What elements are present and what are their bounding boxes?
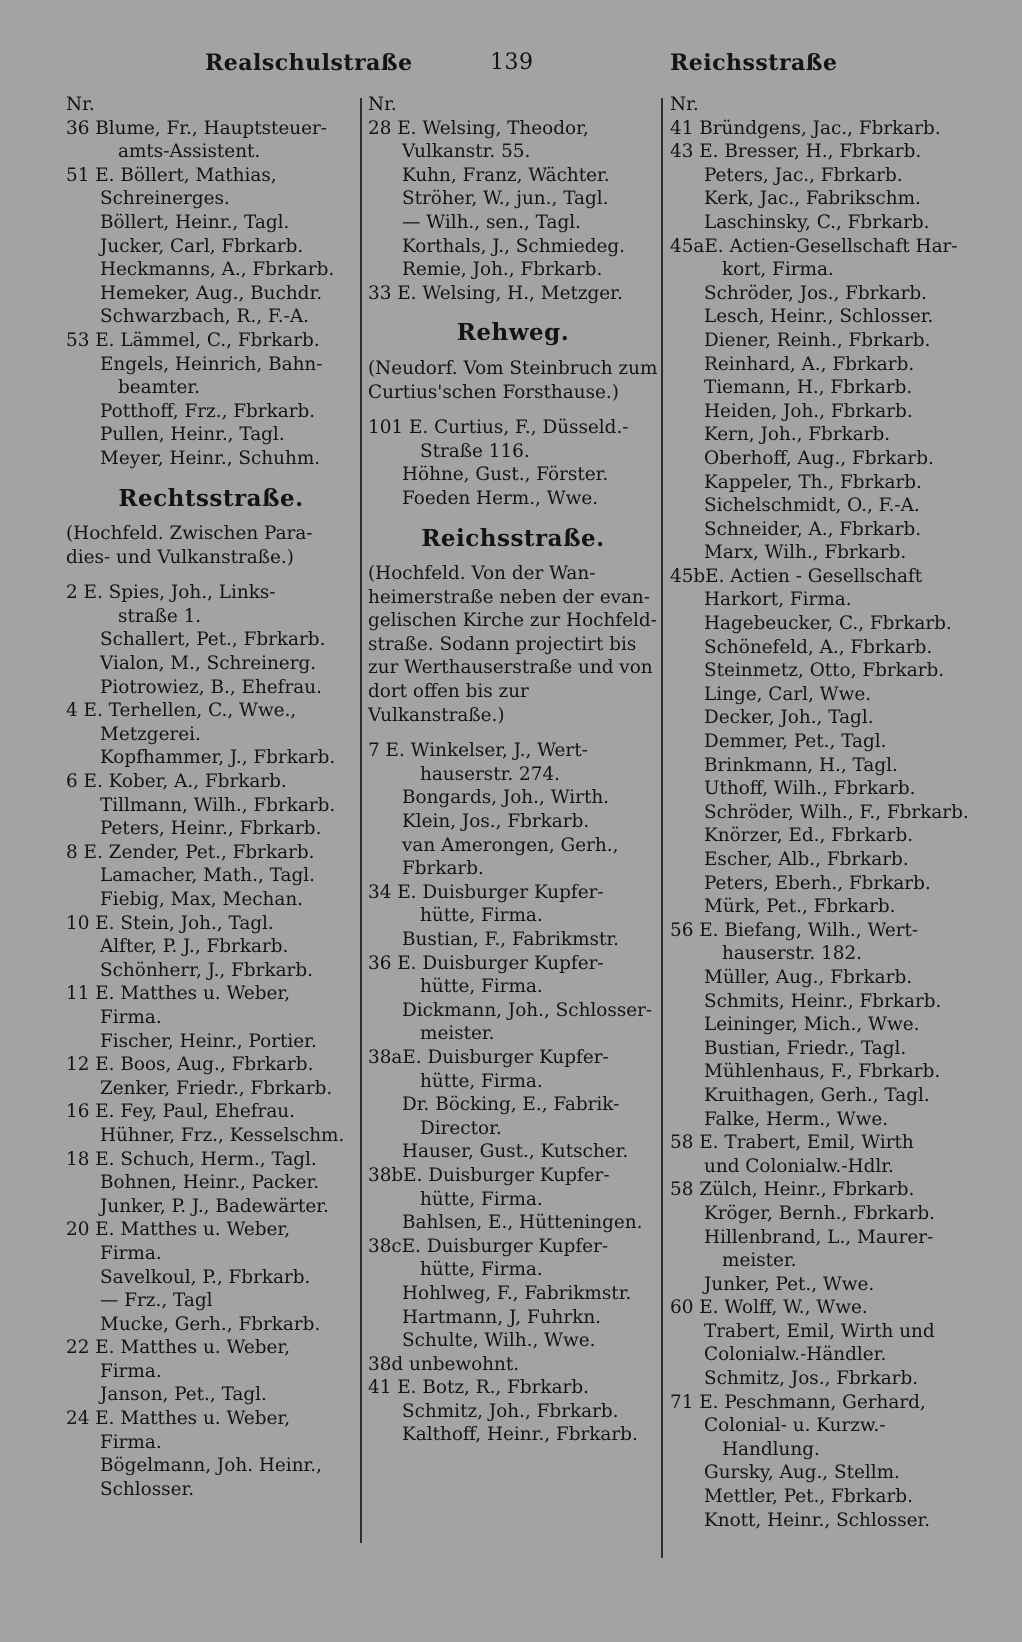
directory-line: 36 E. Duisburger Kupfer- [368, 952, 604, 974]
directory-line: Engels, Heinrich, Bahn- [100, 353, 323, 375]
directory-line: Laschinsky, C., Fbrkarb. [704, 211, 930, 233]
directory-line: 8 E. Zender, Pet., Fbrkarb. [66, 841, 315, 863]
directory-line: Decker, Joh., Tagl. [704, 707, 874, 729]
directory-line: 38d unbewohnt. [368, 1353, 520, 1375]
directory-line: Harkort, Firma. [704, 589, 852, 611]
directory-line: Lesch, Heinr., Schlosser. [704, 306, 934, 328]
directory-line: Hartmann, J, Fuhrkn. [402, 1306, 602, 1328]
directory-line: Klein, Jos., Fbrkarb. [402, 811, 590, 833]
directory-line: Diener, Reinh., Fbrkarb. [704, 329, 931, 351]
directory-line: 38aE. Duisburger Kupfer- [368, 1046, 609, 1068]
directory-line: beamter. [118, 377, 200, 399]
directory-line: 60 E. Wolff, W., Wwe. [670, 1297, 868, 1319]
directory-line: Kalthoff, Heinr., Fbrkarb. [402, 1424, 638, 1446]
directory-line: Firma. [100, 1006, 162, 1028]
directory-line: Korthals, J., Schmiedeg. [402, 235, 626, 257]
directory-line: Dickmann, Joh., Schlosser- [402, 999, 653, 1021]
street-description: (Hochfeld. Von der Wan- heimerstraße neben der evan- gelischen Kirche zur Hochfeld- straße. Sodann projectirt bis zur Werthauserstraße und von dort offen bis zur Vulkanstraße.) [368, 563, 657, 726]
directory-line: Remie, Joh., Fbrkarb. [402, 259, 603, 281]
directory-line: Kopfhammer, J., Fbrkarb. [100, 747, 336, 769]
directory-line: Schulte, Wilh., Wwe. [402, 1330, 596, 1352]
directory-line: Fbrkarb. [402, 858, 484, 880]
directory-line: Demmer, Pet., Tagl. [704, 731, 887, 753]
column-divider [661, 98, 663, 1558]
directory-line: Schallert, Pet., Fbrkarb. [100, 629, 326, 651]
directory-line: Firma. [100, 1360, 162, 1382]
directory-line: Bohnen, Heinr., Packer. [100, 1172, 320, 1194]
directory-line: Escher, Alb., Fbrkarb. [704, 849, 909, 870]
directory-line: Trabert, Emil, Wirth und [704, 1320, 935, 1342]
directory-line: Heckmanns, A., Fbrkarb. [100, 259, 335, 281]
directory-line: van Amerongen, Gerh., [402, 834, 619, 856]
entry-list [66, 581, 356, 1501]
directory-line: Mürk, Pet., Fbrkarb. [704, 896, 896, 918]
directory-line: Handlung. [722, 1438, 820, 1460]
directory-line: Meyer, Heinr., Schuhm. [100, 447, 321, 469]
directory-line: Foeden Herm., Wwe. [402, 487, 599, 509]
directory-line: Bahlsen, E., Hütteningen. [402, 1212, 643, 1234]
directory-line: Heiden, Joh., Fbrkarb. [704, 400, 913, 422]
directory-line: Jucker, Carl, Fbrkarb. [100, 235, 304, 257]
directory-line: Brinkmann, H., Tagl. [704, 754, 898, 776]
directory-line: 10 E. Stein, Joh., Tagl. [66, 912, 274, 934]
directory-line: Director. [420, 1117, 502, 1139]
directory-line: Kuhn, Franz, Wächter. [402, 164, 610, 186]
directory-line: Ströher, W., jun., Tagl. [402, 188, 609, 210]
street-description: (Neudorf. Vom Steinbruch zum Curtius'schen Forsthause.) [368, 357, 658, 403]
directory-line: Schlosser. [100, 1478, 195, 1500]
directory-line: straße 1. [118, 605, 202, 627]
directory-line: Schmitz, Joh., Fbrkarb. [402, 1400, 619, 1422]
column-divider [360, 98, 362, 1543]
directory-line: kort, Firma. [722, 259, 834, 281]
directory-line: Metzgerei. [100, 723, 201, 745]
directory-line: 20 E. Matthes u. Weber, [66, 1219, 291, 1241]
column-2 [368, 93, 658, 1447]
directory-line: Mettler, Pet., Fbrkarb. [704, 1486, 913, 1508]
directory-line: 4 E. Terhellen, C., Wwe., [66, 700, 297, 722]
directory-line: 58 E. Trabert, Emil, Wirth [670, 1132, 914, 1154]
directory-line: hütte, Firma. [420, 1070, 543, 1092]
directory-line: Leininger, Mich., Wwe. [704, 1014, 920, 1036]
directory-line: 6 E. Kober, A., Fbrkarb. [66, 771, 287, 793]
directory-line: hütte, Firma. [420, 1259, 543, 1281]
directory-line: 18 E. Schuch, Herm., Tagl. [66, 1148, 317, 1170]
directory-line: Höhne, Gust., Förster. [402, 464, 609, 486]
directory-line: Tiemann, H., Fbrkarb. [704, 377, 913, 399]
directory-line: und Colonialw.-Hdlr. [704, 1155, 894, 1177]
directory-line: hütte, Firma. [420, 905, 543, 927]
directory-line: Sichelschmidt, O., F.-A. [704, 495, 920, 517]
directory-line: Piotrowiez, B., Ehefrau. [100, 676, 322, 698]
directory-line: 34 E. Duisburger Kupfer- [368, 881, 604, 903]
directory-line: Junker, P. J., Badewärter. [100, 1195, 329, 1217]
directory-line: Bustian, F., Fabrikmstr. [402, 929, 619, 950]
page-number: 139 [490, 50, 534, 75]
directory-line: 38bE. Duisburger Kupfer- [368, 1164, 610, 1186]
directory-line: Vulkanstr. 55. [402, 141, 531, 163]
directory-line: meister. [420, 1023, 495, 1045]
directory-line: Straße 116. [420, 440, 530, 462]
nr-label: Nr. [670, 94, 699, 115]
directory-line: Kröger, Bernh., Fbrkarb. [704, 1202, 935, 1224]
directory-line: Peters, Heinr., Fbrkarb. [100, 818, 322, 840]
directory-line: Firma. [100, 1242, 162, 1264]
directory-line: Steinmetz, Otto, Fbrkarb. [704, 660, 945, 682]
directory-line: 71 E. Peschmann, Gerhard, [670, 1391, 926, 1413]
directory-line: hütte, Firma. [420, 976, 543, 998]
directory-line: 12 E. Boos, Aug., Fbrkarb. [66, 1054, 314, 1076]
directory-line: 24 E. Matthes u. Weber, [66, 1408, 291, 1430]
directory-line: 41 Bründgens, Jac., Fbrkarb. [670, 117, 941, 139]
directory-line: Kern, Joh., Fbrkarb. [704, 424, 891, 446]
directory-line: Hühner, Frz., Kesselschm. [100, 1124, 345, 1146]
directory-line: Schmits, Heinr., Fbrkarb. [704, 990, 942, 1012]
directory-line: Hohlweg, F., Fabrikmstr. [402, 1282, 632, 1304]
entry-list [368, 739, 658, 1447]
directory-line: Bögelmann, Joh. Heinr., [100, 1455, 322, 1477]
column-1 [66, 93, 356, 1501]
directory-line: Janson, Pet., Tagl. [100, 1384, 267, 1406]
directory-line: 2 E. Spies, Joh., Links- [66, 582, 276, 604]
directory-line: Hillenbrand, L., Maurer- [704, 1226, 934, 1248]
nr-label: Nr. [368, 94, 397, 115]
directory-line: Bongards, Joh., Wirth. [402, 787, 610, 809]
street-title: Rehweg. [456, 319, 570, 347]
directory-line: Colonial- u. Kurzw.- [704, 1415, 886, 1437]
directory-line: Schönherr, J., Fbrkarb. [100, 959, 313, 981]
directory-line: hütte, Firma. [420, 1188, 543, 1210]
directory-line: Schmitz, Jos., Fbrkarb. [704, 1368, 919, 1390]
directory-line: Schneider, A., Fbrkarb. [704, 518, 922, 540]
directory-line: Kruithagen, Gerh., Tagl. [704, 1084, 930, 1106]
directory-line: 16 E. Fey, Paul, Ehefrau. [66, 1101, 295, 1123]
directory-line: Knott, Heinr., Schlosser. [704, 1509, 931, 1531]
directory-line: Hagebeucker, C., Fbrkarb. [704, 613, 952, 635]
directory-line: Schwarzbach, R., F.-A. [100, 306, 309, 328]
directory-line: hauserstr. 182. [722, 943, 863, 965]
directory-line: Falke, Herm., Wwe. [704, 1108, 889, 1130]
directory-line: 38cE. Duisburger Kupfer- [368, 1235, 609, 1257]
directory-line: Zenker, Friedr., Fbrkarb. [100, 1077, 333, 1099]
street-title: Rechtsstraße. [118, 484, 304, 512]
directory-line: 28 E. Welsing, Theodor, [368, 117, 589, 139]
directory-line: Oberhoff, Aug., Fbrkarb. [704, 447, 934, 469]
directory-line: Mühlenhaus, F., Fbrkarb. [704, 1061, 941, 1083]
column-3 [670, 93, 969, 1532]
directory-line: Reinhard, A., Fbrkarb. [704, 353, 915, 375]
directory-line: meister. [722, 1250, 797, 1272]
directory-line: Kerk, Jac., Fabrikschm. [704, 188, 921, 210]
directory-line: hauserstr. 274. [420, 763, 561, 785]
directory-line: Kappeler, Th., Fbrkarb. [704, 471, 922, 493]
directory-line: Linge, Carl, Wwe. [704, 683, 872, 705]
directory-line: Schröder, Wilh., F., Fbrkarb. [704, 801, 969, 823]
directory-line: Schreinerges. [100, 188, 230, 210]
directory-line: Knörzer, Ed., Fbrkarb. [704, 825, 914, 847]
directory-line: Pullen, Heinr., Tagl. [100, 424, 285, 446]
street-title: Reichsstraße. [421, 524, 605, 552]
directory-line: Dr. Böcking, E., Fabrik- [402, 1094, 620, 1116]
directory-line: Schröder, Jos., Fbrkarb. [704, 282, 927, 304]
directory-line: 53 E. Lämmel, C., Fbrkarb. [66, 329, 320, 351]
directory-line: 51 E. Böllert, Mathias, [66, 164, 277, 186]
entry-list [368, 416, 658, 510]
running-head-left: Realschulstraße [205, 50, 413, 76]
directory-line: Lamacher, Math., Tagl. [100, 865, 315, 887]
directory-line: Hemeker, Aug., Buchdr. [100, 282, 323, 304]
entry-list [670, 117, 969, 1533]
nr-label: Nr. [66, 94, 95, 115]
directory-line: Vialon, M., Schreinerg. [100, 653, 317, 675]
directory-line: Colonialw.-Händler. [704, 1344, 887, 1366]
directory-line: Gursky, Aug., Stellm. [704, 1462, 900, 1484]
directory-line: Savelkoul, P., Fbrkarb. [100, 1266, 311, 1288]
directory-line: 45bE. Actien - Gesellschaft [670, 565, 923, 587]
directory-line: Mucke, Gerh., Fbrkarb. [100, 1313, 321, 1335]
directory-line: Fiebig, Max, Mechan. [100, 889, 304, 910]
directory-line: 36 Blume, Fr., Hauptsteuer- [66, 117, 328, 139]
directory-line: 101 E. Curtius, F., Düsseld.- [368, 417, 629, 439]
directory-line: — Wilh., sen., Tagl. [402, 211, 581, 233]
directory-line: Potthoff, Frz., Fbrkarb. [100, 400, 316, 422]
directory-line: Bustian, Friedr., Tagl. [704, 1037, 907, 1059]
directory-line: Hauser, Gust., Kutscher. [402, 1141, 629, 1163]
directory-line: 56 E. Biefang, Wilh., Wert- [670, 919, 919, 941]
street-description: (Hochfeld. Zwischen Para- dies- und Vulkanstraße.) [66, 523, 313, 568]
directory-line: 58 Zülch, Heinr., Fbrkarb. [670, 1179, 915, 1201]
directory-line: 41 E. Botz, R., Fbrkarb. [368, 1377, 589, 1399]
directory-line: — Frz., Tagl [100, 1290, 213, 1312]
directory-line: 45aE. Actien-Gesellschaft Har- [670, 235, 958, 257]
directory-line: Tillmann, Wilh., Fbrkarb. [100, 794, 336, 816]
directory-line: Peters, Eberh., Fbrkarb. [704, 872, 931, 894]
directory-line: Alfter, P. J., Fbrkarb. [100, 936, 289, 958]
directory-line: 22 E. Matthes u. Weber, [66, 1337, 291, 1359]
directory-line: 43 E. Bresser, H., Fbrkarb. [670, 141, 922, 163]
directory-line: 7 E. Winkelser, J., Wert- [368, 740, 588, 762]
directory-line: Peters, Jac., Fbrkarb. [704, 164, 903, 186]
entry-list [368, 117, 658, 306]
directory-line: amts-Assistent. [118, 141, 261, 163]
directory-line: Firma. [100, 1431, 162, 1453]
directory-line: Fischer, Heinr., Portier. [100, 1030, 317, 1052]
entry-list [66, 117, 356, 471]
directory-line: Böllert, Heinr., Tagl. [100, 211, 290, 233]
directory-line: 33 E. Welsing, H., Metzger. [368, 282, 623, 304]
running-head-right: Reichsstraße [670, 50, 838, 76]
directory-line: Uthoff, Wilh., Fbrkarb. [704, 778, 916, 800]
directory-line: Junker, Pet., Wwe. [704, 1273, 875, 1295]
directory-line: Marx, Wilh., Fbrkarb. [704, 542, 907, 564]
directory-line: Schönefeld, A., Fbrkarb. [704, 636, 933, 658]
directory-line: Müller, Aug., Fbrkarb. [704, 966, 913, 988]
directory-line: 11 E. Matthes u. Weber, [66, 983, 291, 1005]
